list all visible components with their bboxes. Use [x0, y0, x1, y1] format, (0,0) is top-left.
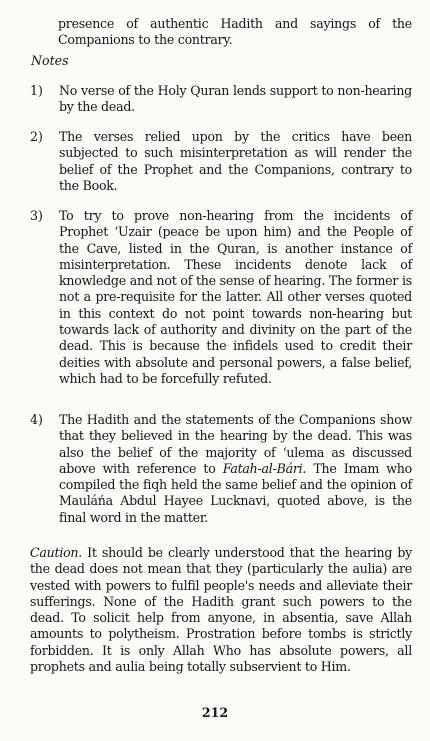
note-text-4 — [59, 412, 412, 526]
notes-heading: Notes — [31, 53, 69, 68]
lead-paragraph: presence of authentic Hadith and sayings of the Companions to the contrary. — [58, 16, 412, 48]
note-number-3: 3) — [30, 208, 43, 223]
note-number-4: 4) — [30, 412, 43, 427]
note-4-text-start: The Hadith and the statements of the Companions show that they believed in the hearing by the dead. This was also the belief of the majority of ‘ulema as discussed above with reference to — [59, 412, 412, 476]
note-4-italic-reference: Fatah-al-Bári. — [222, 460, 307, 476]
note-text-1: No verse of the Holy Quran lends support to non-hearing by the dead. — [59, 83, 412, 115]
caution-text: It should be clearly understood that the hearing by the dead does not mean that they (particularly the aulia) are vested with powers to fulfil people's needs and alleviate their sufferings. None of the Hadith grant such powers to the dead. To solicit help from anyone, in absentia, save Allah amounts to polytheism. Prostration before tombs is strictly forbidden. It is only Allah Who has absolute powers, all prophets and aulia being totally subservient to Him. — [30, 545, 412, 675]
caution-paragraph — [30, 545, 412, 675]
note-text-3: To try to prove non-hearing from the incidents of Prophet ‘Uzair (peace be upon him) and the People of the Cave, listed in the Quran, is another instance of misinterpretation. These incidents denote lack of knowledge and not of the sense of hearing. The former is not a pre-requisite for the latter. All other verses quoted in this context do not point towards non-hearing but towards lack of authority and divinity on the part of the dead. This is because the infidels used to credit their deities with absolute and personal powers, a false belief, which had to be forcefully refuted. — [59, 208, 412, 386]
note-text-2: The verses relied upon by the critics have been subjected to such misinterpretation as will render the belief of the Prophet and the Companions, contrary to the Book. — [59, 129, 412, 193]
note-number-2: 2) — [30, 129, 43, 144]
note-number-1: 1) — [30, 83, 43, 98]
caution-label: Caution. — [30, 545, 83, 560]
note-4-text-end: The Imam who compiled the fiqh held the same belief and the opinion of Mauláńa Abdul Hayee Lucknavi, quoted above, is the final word in the matter. — [59, 460, 412, 525]
page-number: 212 — [201, 705, 229, 720]
